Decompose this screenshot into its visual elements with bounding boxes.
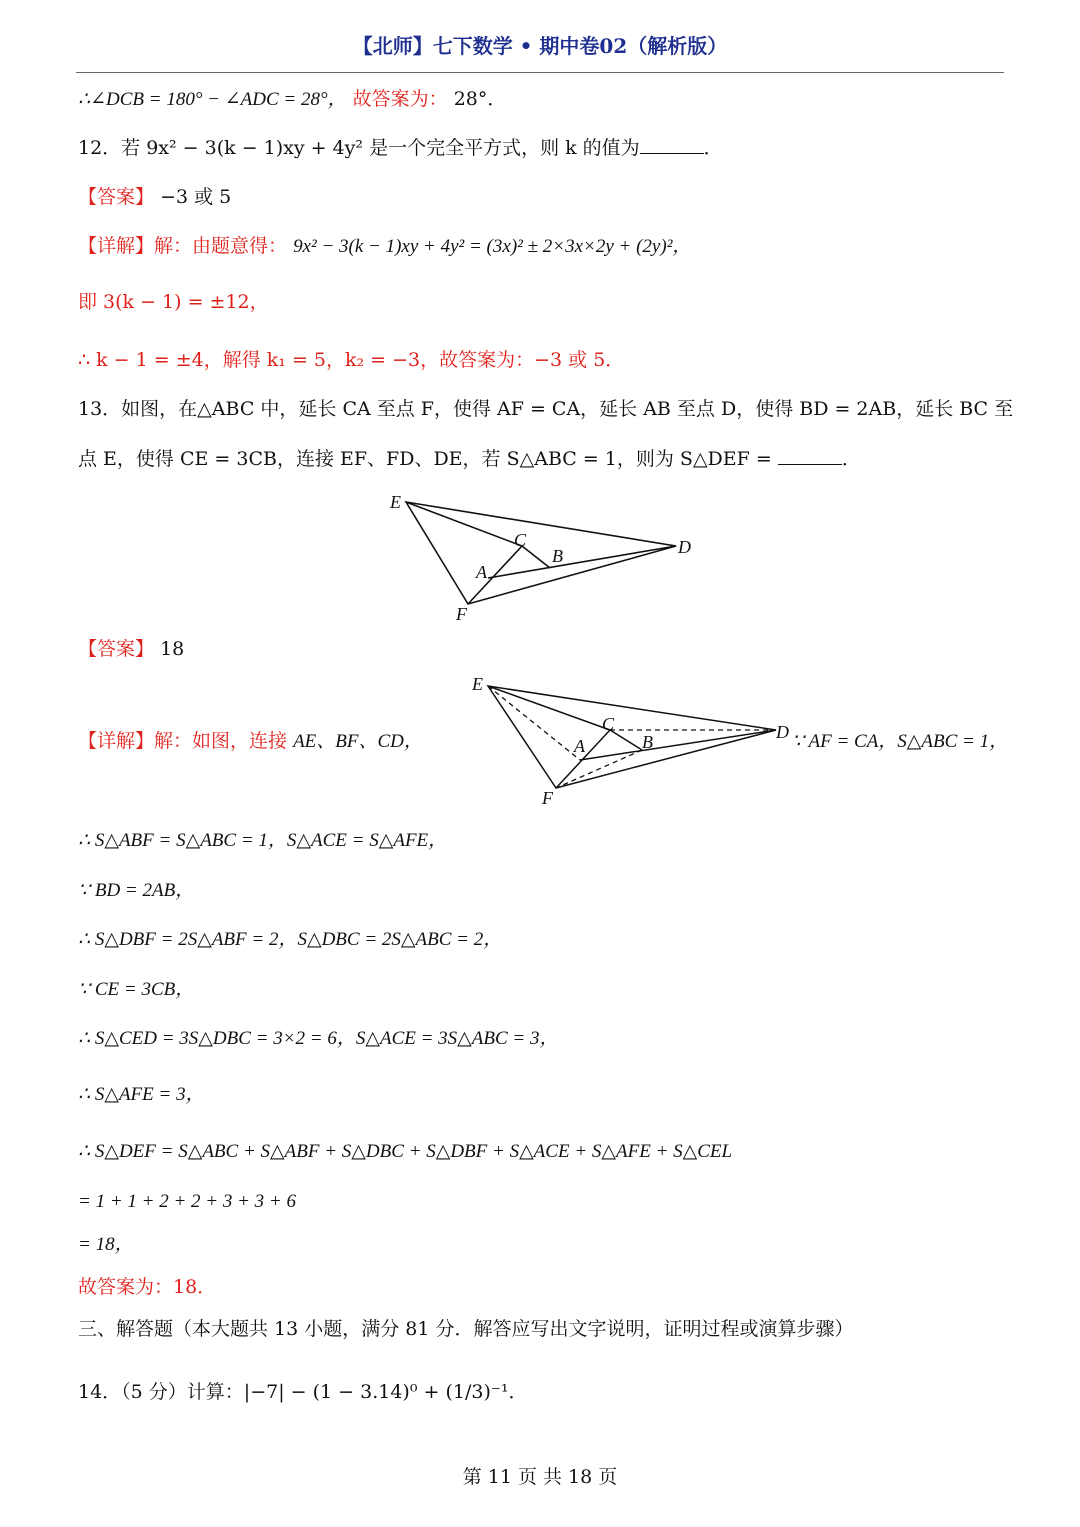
q13-end: ．: [841, 448, 861, 470]
q12-text: 12．若 9x² − 3(k − 1)xy + 4y² 是一个完全平方式，则 k 的值为: [78, 137, 640, 159]
segment-ad: [488, 546, 676, 578]
step-1: ∴ S△ABF = S△ABC = 1，S△ACE = S△AFE，: [78, 830, 448, 851]
page-footer: 第 11 页 共 18 页: [462, 1466, 618, 1488]
q11-answer: 28°．: [453, 88, 507, 110]
label-e: E: [390, 492, 401, 512]
given-text: ∵ AF = CA，S△ABC = 1，: [792, 731, 1009, 752]
detail-13-given: [792, 730, 1008, 754]
step-text: ∴ k − 1 = ±4，解得 k₁ = 5，k₂ = −3，故答案为：−3 或 5．: [78, 349, 625, 371]
segment-cb: [610, 730, 642, 750]
step-7: ∴ S△DEF = S△ABC + S△ABF + S△DBC + S△DBF + S△ACE + S△AFE + S△CEL: [78, 1141, 733, 1162]
triangle-figure: [380, 488, 710, 623]
segment-ec: [406, 502, 522, 546]
label-d: D: [776, 722, 789, 742]
step-2: ∵ BD = 2AB，: [78, 880, 195, 901]
question-14: 14．（5 分）计算：|−7| − (1 − 3.14)⁰ + (1/3)⁻¹．: [78, 1381, 528, 1403]
label-b: B: [642, 732, 653, 752]
step-3: ∴ S△DBF = 2S△ABF = 2，S△DBC = 2S△ABC = 2，: [78, 929, 503, 950]
detail-12: [78, 235, 691, 259]
question-13-line1: [78, 398, 1013, 421]
answer-12: [78, 186, 231, 209]
question-12: [78, 137, 723, 160]
step-text: 即 3(k − 1) = ±12，: [78, 291, 269, 313]
detail-segments: AE、BF、CD，: [293, 731, 423, 752]
detail-label: 【详解】解：由题意得：: [78, 235, 288, 257]
label-a: A: [574, 736, 585, 756]
step-5: ∴ S△CED = 3S△DBC = 3×2 = 6，S△ACE = 3S△ABC = 3，: [78, 1028, 559, 1049]
detail-12-step2: [78, 291, 269, 314]
detail-label: 【详解】解：如图，连接: [78, 730, 288, 752]
answer-13: [78, 638, 184, 661]
q11-conclusion: [78, 88, 506, 112]
label-d: D: [678, 537, 691, 557]
label-c: C: [602, 714, 615, 734]
q11-answer-label: 故答案为：: [352, 88, 448, 110]
label-f: F: [456, 604, 467, 623]
section-3-heading: 三、解答题（本大题共 13 小题，满分 81 分．解答应写出文字说明，证明过程或演算步骤）: [78, 1318, 854, 1340]
segment-cb: [522, 546, 550, 568]
label-b: B: [552, 546, 563, 566]
step-9: = 18，: [78, 1234, 134, 1255]
answer-label: 【答案】: [78, 638, 155, 660]
label-c: C: [514, 530, 527, 550]
step-10: [78, 1276, 216, 1299]
q12-blank: [640, 153, 704, 154]
question-13-line2: [78, 448, 861, 471]
label-a: A: [476, 562, 487, 582]
step-8: = 1 + 1 + 2 + 2 + 3 + 3 + 6: [78, 1191, 296, 1212]
q11-eq: ∴∠DCB = 180° − ∠ADC = 28°，: [78, 89, 347, 110]
segment-ec: [488, 686, 610, 730]
answer-value: 18: [160, 638, 185, 660]
dashed-ae: [488, 686, 580, 760]
detail-eq: 9x² − 3(k − 1)xy + 4y² = (3x)² ± 2×3x×2y + (2y)²，: [293, 236, 692, 257]
q12-end: ．: [703, 137, 723, 159]
answer-label: 【答案】: [78, 186, 155, 208]
page-header: 【北师】七下数学 • 期中卷02（解析版）: [352, 34, 728, 58]
auxiliary-figure: [470, 670, 792, 810]
q13-text: 13．如图，在△ABC 中，延长 CA 至点 F，使得 AF = CA，延长 AB 至点 D，使得 BD = 2AB，延长 BC 至: [78, 398, 1014, 420]
answer-value: −3 或 5: [160, 186, 232, 208]
label-f: F: [542, 788, 553, 808]
q13-text: 点 E，使得 CE = 3CB，连接 EF、FD、DE，若 S△ABC = 1，则为 S△DEF =: [78, 448, 772, 470]
header-divider: [76, 72, 1004, 73]
step-4: ∵ CE = 3CB，: [78, 979, 195, 1000]
step-6: ∴ S△AFE = 3，: [78, 1084, 205, 1105]
detail-13: [78, 730, 423, 754]
final-answer: 故答案为：18．: [78, 1276, 217, 1298]
detail-12-step3: [78, 349, 624, 372]
q13-blank: [778, 464, 842, 465]
label-e: E: [472, 674, 483, 694]
